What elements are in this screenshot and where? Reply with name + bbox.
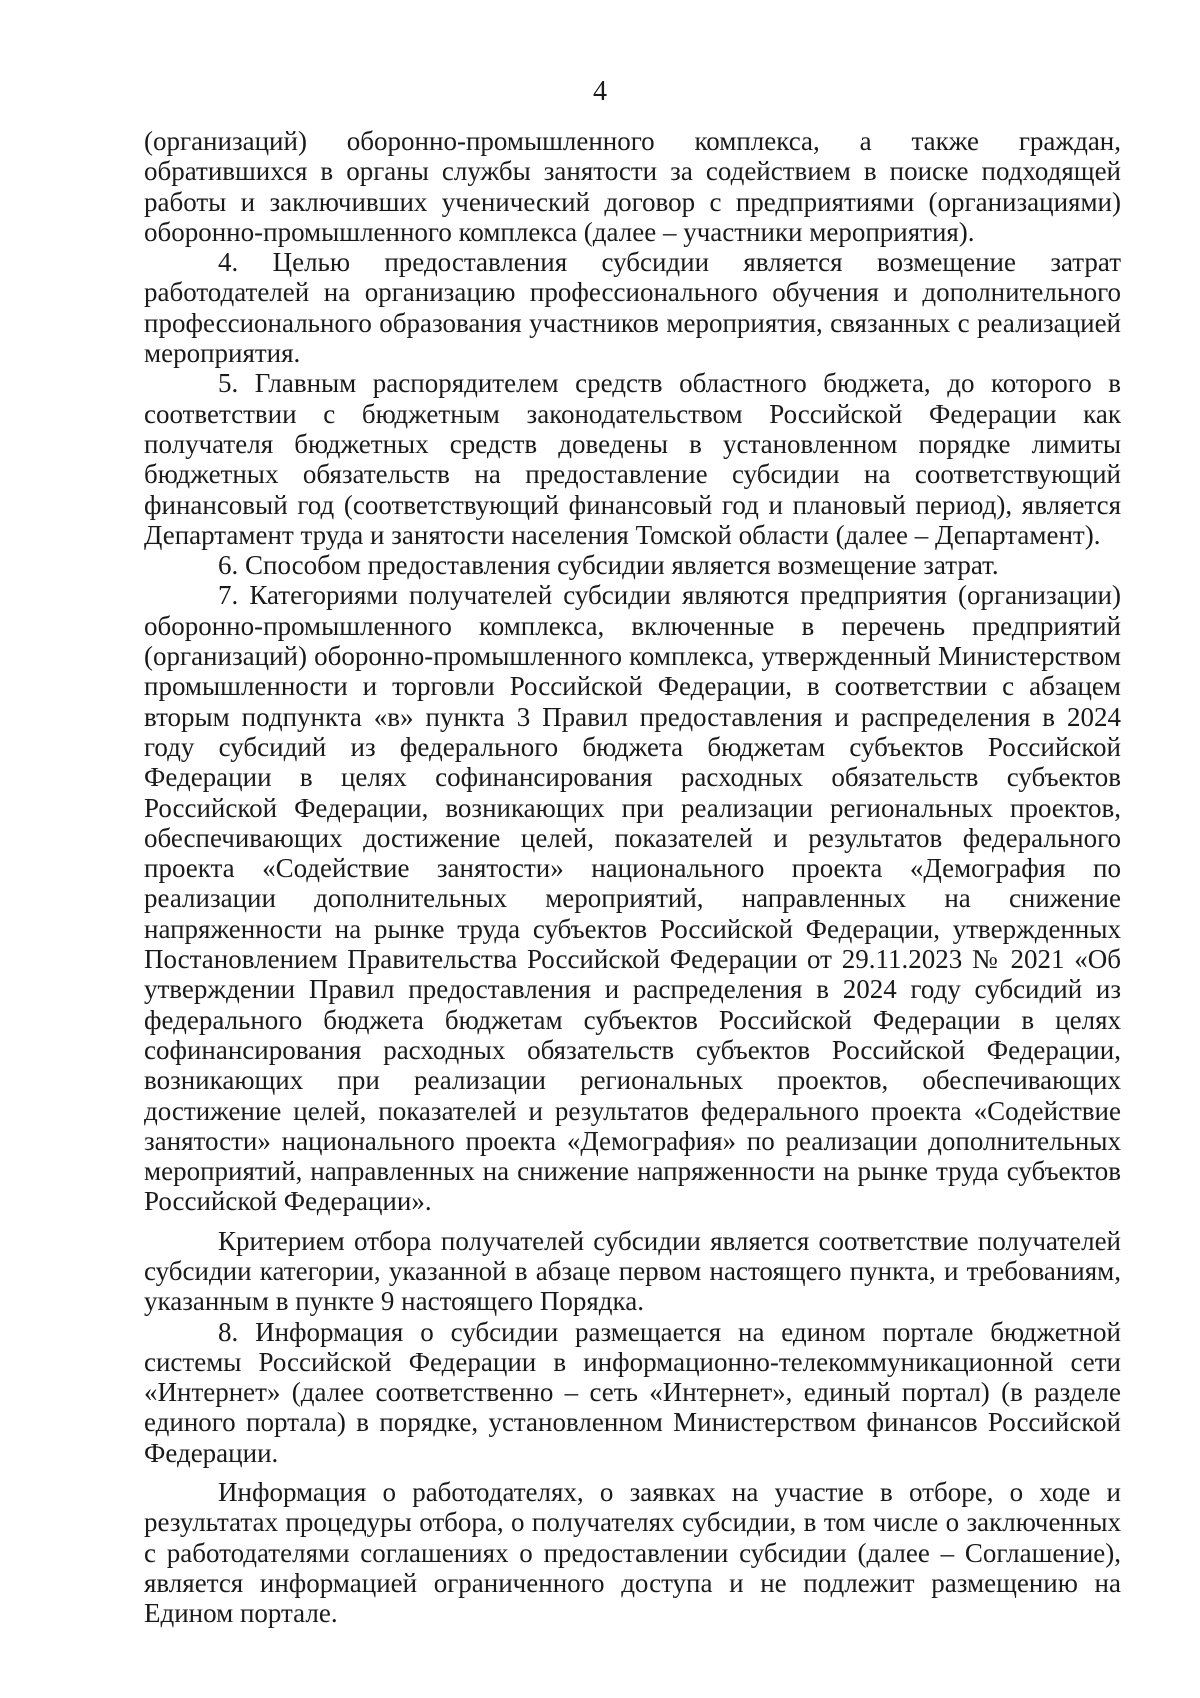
paragraph-item-7-criterion: Критерием отбора получателей субсидии является соответствие получателей субсидии категории, указанной в абзаце первом настоящего пункта, и требованиям, указанным в пункте 9 настоящего Порядка. xyxy=(144,1225,1121,1317)
document-body xyxy=(144,126,1121,1629)
paragraph-item-7: 7. Категориями получателей субсидии являются предприятия (организации) оборонно-промышленного комплекса, включенные в перечень предприятий (организаций) оборонно-промышленного комплекса, утвержденный Министерством промышленности и торговли Российской Федерации, в соответствии с абзацем вторым подпункта «в» пункта 3 Правил предоставления и распределения в 2024 году субсидий из федерального бюджета бюджетам субъектов Российской Федерации в целях софинансирования расходных обязательств субъектов Российской Федерации, возникающих при реализации региональных проектов, обеспечивающих достижение целей, показателей и результатов федерального проекта «Содействие занятости» национального проекта «Демография по реализации дополнительных мероприятий, направленных на снижение напряженности на рынке труда субъектов Российской Федерации, утвержденных Постановлением Правительства Российской Федерации от 29.11.2023 № 2021 «Об утверждении Правил предоставления и распределения в 2024 году субсидий из федерального бюджета бюджетам субъектов Российской Федерации в целях софинансирования расходных обязательств субъектов Российской Федерации, возникающих при реализации региональных проектов, обеспечивающих достижение целей, показателей и результатов федерального проекта «Содействие занятости» национального проекта «Демография» по реализации дополнительных мероприятий, направленных на снижение напряженности на рынке труда субъектов Российской Федерации». xyxy=(144,580,1121,1217)
page-number: 4 xyxy=(593,76,607,107)
paragraph-item-8: 8. Информация о субсидии размещается на едином портале бюджетной системы Российской Федерации в информационно-телекоммуникационной сети «Интернет» (далее соответственно – сеть «Интернет», единый портал) (в разделе единого портала) в порядке, установленном Министерством финансов Российской Федерации. xyxy=(144,1316,1121,1468)
paragraph-item-6: 6. Способом предоставления субсидии является возмещение затрат. xyxy=(218,550,999,581)
paragraph-continuation: (организаций) оборонно-промышленного комплекса, а также граждан, обратившихся в органы службы занятости за содействием в поиске подходящей работы и заключивших ученический договор с предприятиями (организациями) оборонно-промышленного комплекса (далее – участники мероприятия). xyxy=(144,126,1121,247)
paragraph-item-8-restricted: Информация о работодателях, о заявках на участие в отборе, о ходе и результатах процедуры отбора, о получателях субсидии, в том числе о заключенных с работодателями соглашениях о предоставлении субсидии (далее – Соглашение), является информацией ограниченного доступа и не подлежит размещению на Едином портале. xyxy=(144,1477,1121,1629)
paragraph-item-5: 5. Главным распорядителем средств областного бюджета, до которого в соответствии с бюджетным законодательством Российской Федерации как получателя бюджетных средств доведены в установленном порядке лимиты бюджетных обязательств на предоставление субсидии на соответствующий финансовый год (соответствующий финансовый год и плановый период), является Департамент труда и занятости населения Томской области (далее – Департамент). xyxy=(144,368,1121,550)
paragraph-item-4: 4. Целью предоставления субсидии является возмещение затрат работодателей на организацию профессионального обучения и дополнительного профессионального образования участников мероприятия, связанных с реализацией мероприятия. xyxy=(144,247,1121,369)
